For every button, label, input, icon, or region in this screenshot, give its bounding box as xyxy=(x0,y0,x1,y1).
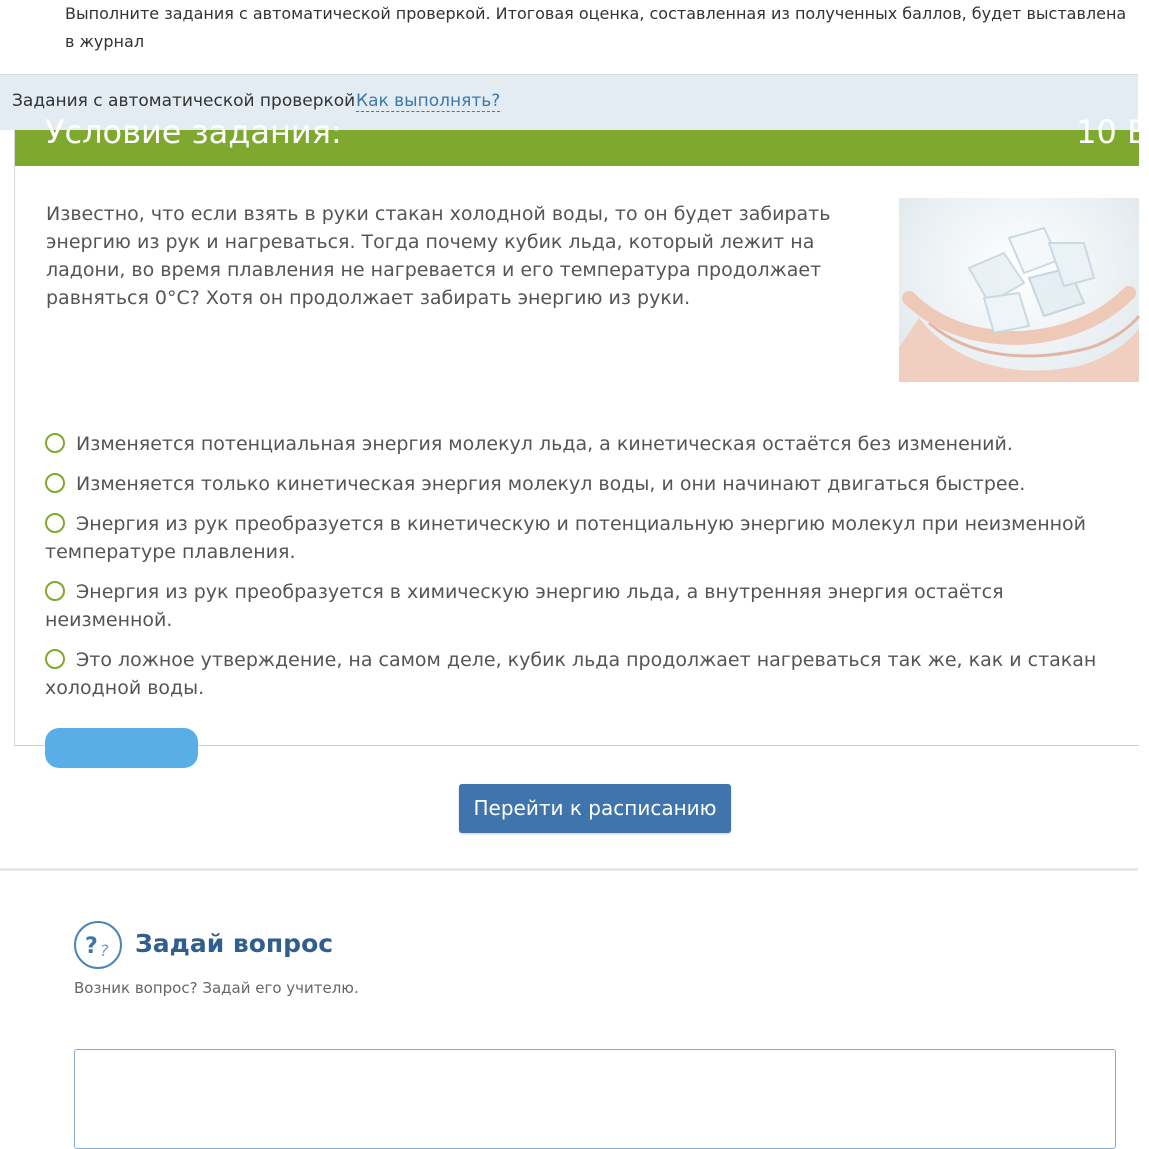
answer-label: Энергия из рук преобразуется в химическую энергию льда, а внутренняя энергия остаётся неизменной. xyxy=(45,581,1004,631)
ask-question-subtitle: Возник вопрос? Задай его учителю. xyxy=(74,979,359,997)
radio-button[interactable] xyxy=(45,433,65,453)
question-bubble-icon xyxy=(74,921,122,969)
task-header-title: Условие задания: xyxy=(45,113,342,151)
answer-label: Это ложное утверждение, на самом деле, кубик льда продолжает нагреваться так же, как и стакан холодной воды. xyxy=(45,649,1097,699)
task-type-title: Задания с автоматической проверкой xyxy=(12,91,356,111)
how-to-link[interactable]: Как выполнять? xyxy=(356,91,501,111)
radio-button[interactable] xyxy=(45,513,65,533)
svg-text:?: ? xyxy=(85,934,98,959)
answer-label: Изменяется только кинетическая энергия молекул воды, и они начинают двигаться быстрее. xyxy=(76,473,1026,495)
answer-label: Энергия из рук преобразуется в кинетическую и потенциальную энергию молекул при неизменной температуре плавления. xyxy=(45,513,1087,563)
answer-option[interactable] xyxy=(45,470,1125,498)
radio-button[interactable] xyxy=(45,649,65,669)
radio-button[interactable] xyxy=(45,473,65,493)
answer-option[interactable] xyxy=(45,510,1125,566)
answer-options xyxy=(45,430,1125,714)
ask-question-title: Задай вопрос xyxy=(135,929,334,958)
answer-option[interactable] xyxy=(45,578,1125,634)
check-answer-button[interactable] xyxy=(45,728,198,768)
task-points: 10 Б xyxy=(1076,113,1149,151)
answer-label: Изменяется потенциальная энергия молекул льда, а кинетическая остаётся без изменений. xyxy=(76,433,1013,455)
question-text: Известно, что если взять в руки стакан холодной воды, то он будет забирать энергию из рук и нагреваться. Тогда почему кубик льда, который лежит на ладони, во время плавления не нагревается и его температура продолжает равняться 0°C? Хотя он продолжает забирать энергию из руки. xyxy=(46,203,831,309)
question-input[interactable] xyxy=(74,1049,1116,1149)
intro-text: Выполните задания с автоматической проверкой. Итоговая оценка, составленная из полученных баллов, будет выставлена в журнал xyxy=(65,4,1127,51)
go-to-schedule-button[interactable]: Перейти к расписанию xyxy=(459,784,731,833)
svg-text:?: ? xyxy=(100,941,109,960)
section-divider xyxy=(0,868,1138,871)
task-card xyxy=(14,113,1149,746)
task-header xyxy=(15,113,1149,166)
answer-option[interactable] xyxy=(45,646,1125,702)
ice-in-hands-illustration xyxy=(899,198,1139,382)
radio-button[interactable] xyxy=(45,581,65,601)
answer-option[interactable] xyxy=(45,430,1125,458)
ice-in-hands-image xyxy=(899,198,1139,382)
